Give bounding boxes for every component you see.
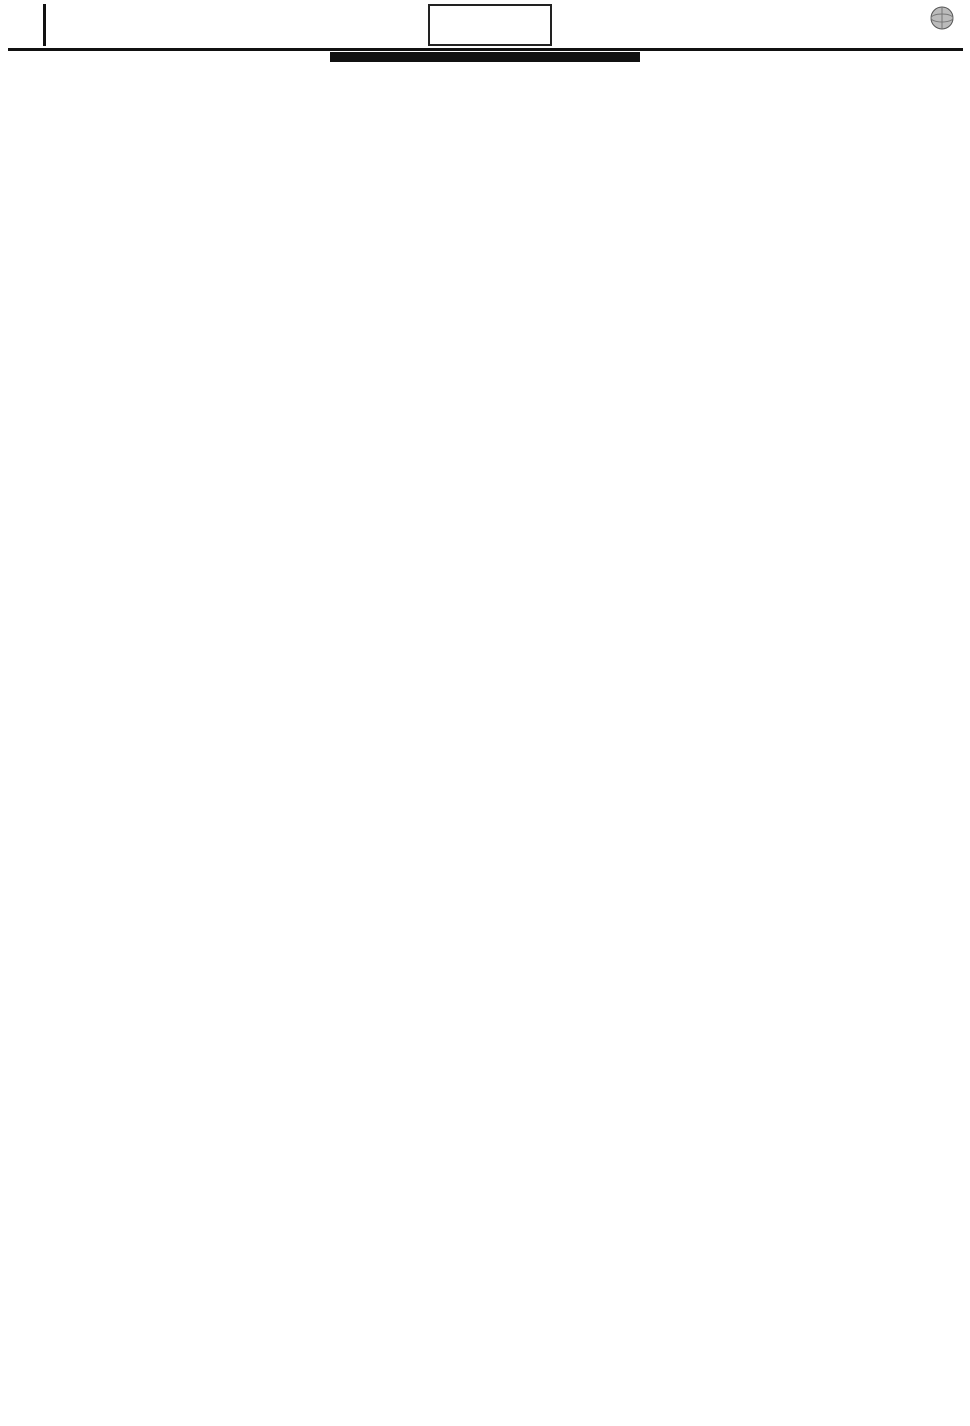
page-number [6,4,46,46]
section-title [428,4,552,46]
ribbon [330,52,640,62]
logo-globe-icon [856,2,962,52]
logo[interactable] [856,2,962,52]
masthead [0,0,970,62]
rule [8,48,963,51]
